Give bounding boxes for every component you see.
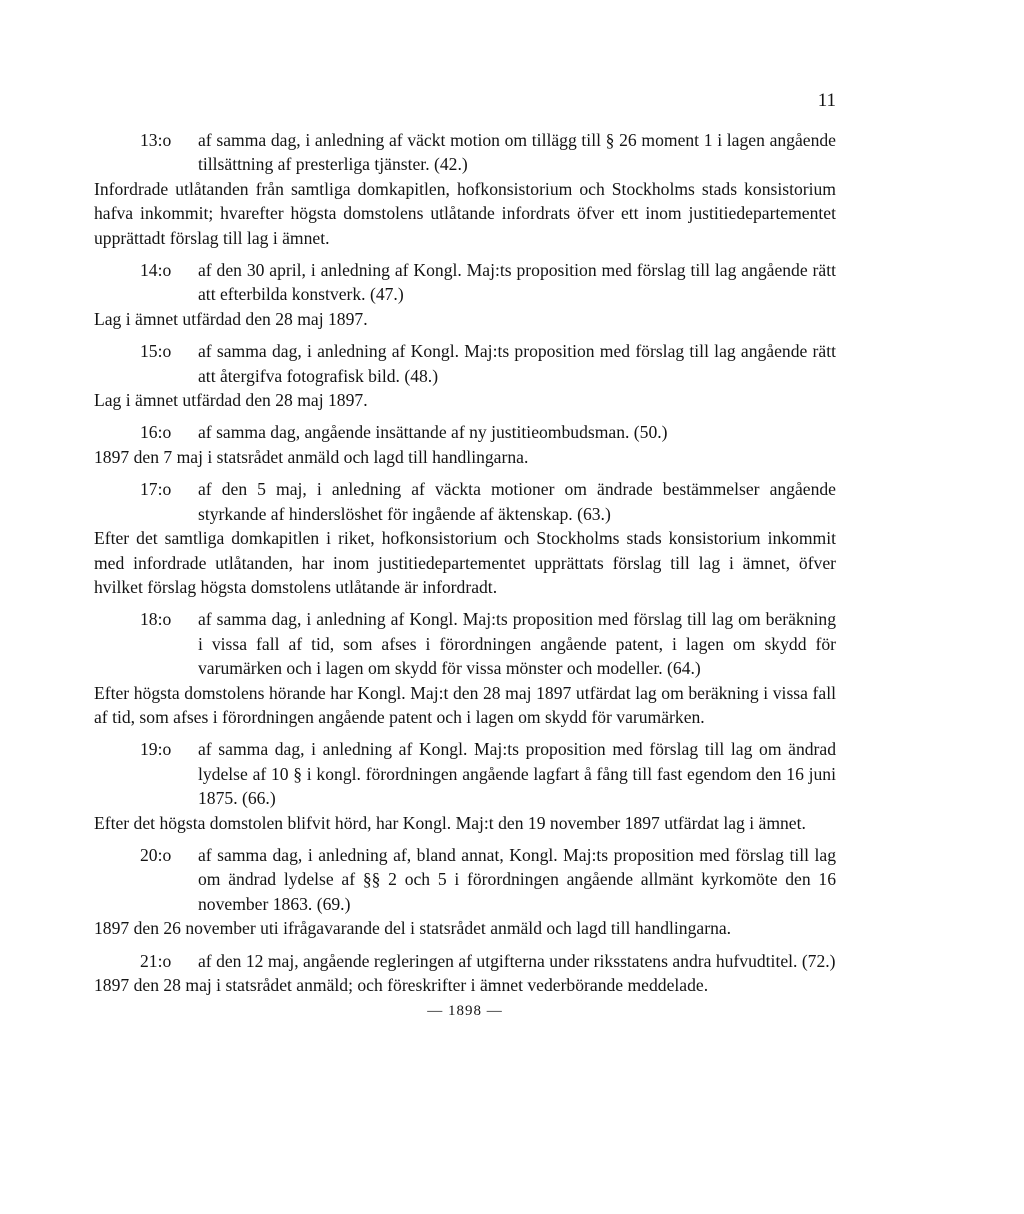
- entry-13: [94, 128, 836, 250]
- entry-number: 21:o: [140, 950, 172, 971]
- entry-note: Lag i ämnet utfärdad den 28 maj 1897.: [94, 308, 368, 329]
- entry-16: [94, 420, 836, 469]
- entry-number: 16:o: [140, 422, 172, 443]
- entry-text: af den 12 maj, angående regleringen af utgifterna under riksstatens andra hufvudtitel. (72.): [198, 950, 836, 971]
- entry-15: [94, 339, 836, 412]
- entry-note: Efter det högsta domstolen blifvit hörd, har Kongl. Maj:t den 19 november 1897 utfärdat lag i ämnet.: [94, 812, 806, 833]
- entry-note: 1897 den 26 november uti ifrågavarande del i statsrådet anmäld och lagd till handlingarna.: [94, 918, 732, 939]
- entry-text: af samma dag, angående insättande af ny justitieombudsman. (50.): [198, 422, 668, 443]
- footer-year-mark: — 1898 —: [427, 1003, 503, 1020]
- entry-text: af samma dag, i anledning af väckt motion om tillägg till § 26 moment 1 i lagen angående tillsättning af presterliga tjänster. (42.): [198, 130, 836, 175]
- entry-number: 15:o: [140, 341, 172, 362]
- entries-list: [94, 128, 836, 1024]
- entry-text: af den 5 maj, i anledning af väckta motioner om ändrade bestämmelser angående styrkande af hinderslöshet för ingående af äktenskap. (63.): [198, 479, 836, 524]
- entry-note: Efter det samtliga domkapitlen i riket, hofkonsistorium och Stockholms stads konsistorium inkommit med infordrade utlåtanden, har inom justitiedepartementet upprättats förslag till lag i ämnet, öfver hvilket förslag högsta domstolens utlåtande är infordradt.: [94, 528, 836, 597]
- entry-number: 13:o: [140, 130, 172, 150]
- entry-number: 19:o: [140, 739, 172, 760]
- entry-number: 20:o: [140, 844, 172, 865]
- entry-text: af samma dag, i anledning af, bland annat, Kongl. Maj:ts proposition med förslag till lag om ändrad lydelse af §§ 2 och 5 i förordningen angående allmänt kyrkomöte den 16 november 1863. (69.): [198, 844, 836, 914]
- entry-note: 1897 den 28 maj i statsrådet anmäld; och föreskrifter i ämnet vederbörande meddelade.: [94, 975, 709, 995]
- page-number: 11: [817, 90, 836, 111]
- entry-text: af den 30 april, i anledning af Kongl. Maj:ts proposition med förslag till lag angående rätt att efterbilda konstverk. (47.): [198, 260, 836, 305]
- entry-text: af samma dag, i anledning af Kongl. Maj:ts proposition med förslag till lag om ändrad lydelse af 10 § i kongl. förordningen angående lagfart å fång till fast egendom den 16 juni 1875. (66.): [198, 739, 836, 809]
- entry-note: Efter högsta domstolens hörande har Kongl. Maj:t den 28 maj 1897 utfärdat lag om beräkning i vissa fall af tid, som afses i förordningen angående patent och i lagen om skydd för varumärken.: [94, 682, 836, 727]
- entry-number: 18:o: [140, 609, 172, 630]
- entry-21: [94, 949, 836, 998]
- entry-18: [94, 607, 836, 729]
- entry-number: 17:o: [140, 479, 172, 500]
- entry-text: af samma dag, i anledning af Kongl. Maj:ts proposition med förslag till lag om beräkning i vissa fall af tid, som afses i förordningen angående patent, i lagen om skydd för varumärken och i lagen om skydd för vissa mönster och modeller. (64.): [198, 609, 836, 679]
- entry-note: Infordrade utlåtanden från samtliga domkapitlen, hofkonsistorium och Stockholms stads konsistorium hafva inkommit; hvarefter högsta domstolens utlåtande infordrats öfver ett inom justitiedepartementet upprättadt förslag till lag i ämnet.: [94, 178, 836, 248]
- entry-text: af samma dag, i anledning af Kongl. Maj:ts proposition med förslag till lag angående rätt att återgifva fotografisk bild. (48.): [198, 341, 836, 386]
- entry-19: [94, 737, 836, 835]
- entry-20: [94, 843, 836, 941]
- entry-number: 14:o: [140, 260, 172, 281]
- entry-14: [94, 258, 836, 331]
- entry-note: 1897 den 7 maj i statsrådet anmäld och lagd till handlingarna.: [94, 446, 529, 467]
- entry-note: Lag i ämnet utfärdad den 28 maj 1897.: [94, 390, 368, 411]
- entry-17: [94, 477, 836, 599]
